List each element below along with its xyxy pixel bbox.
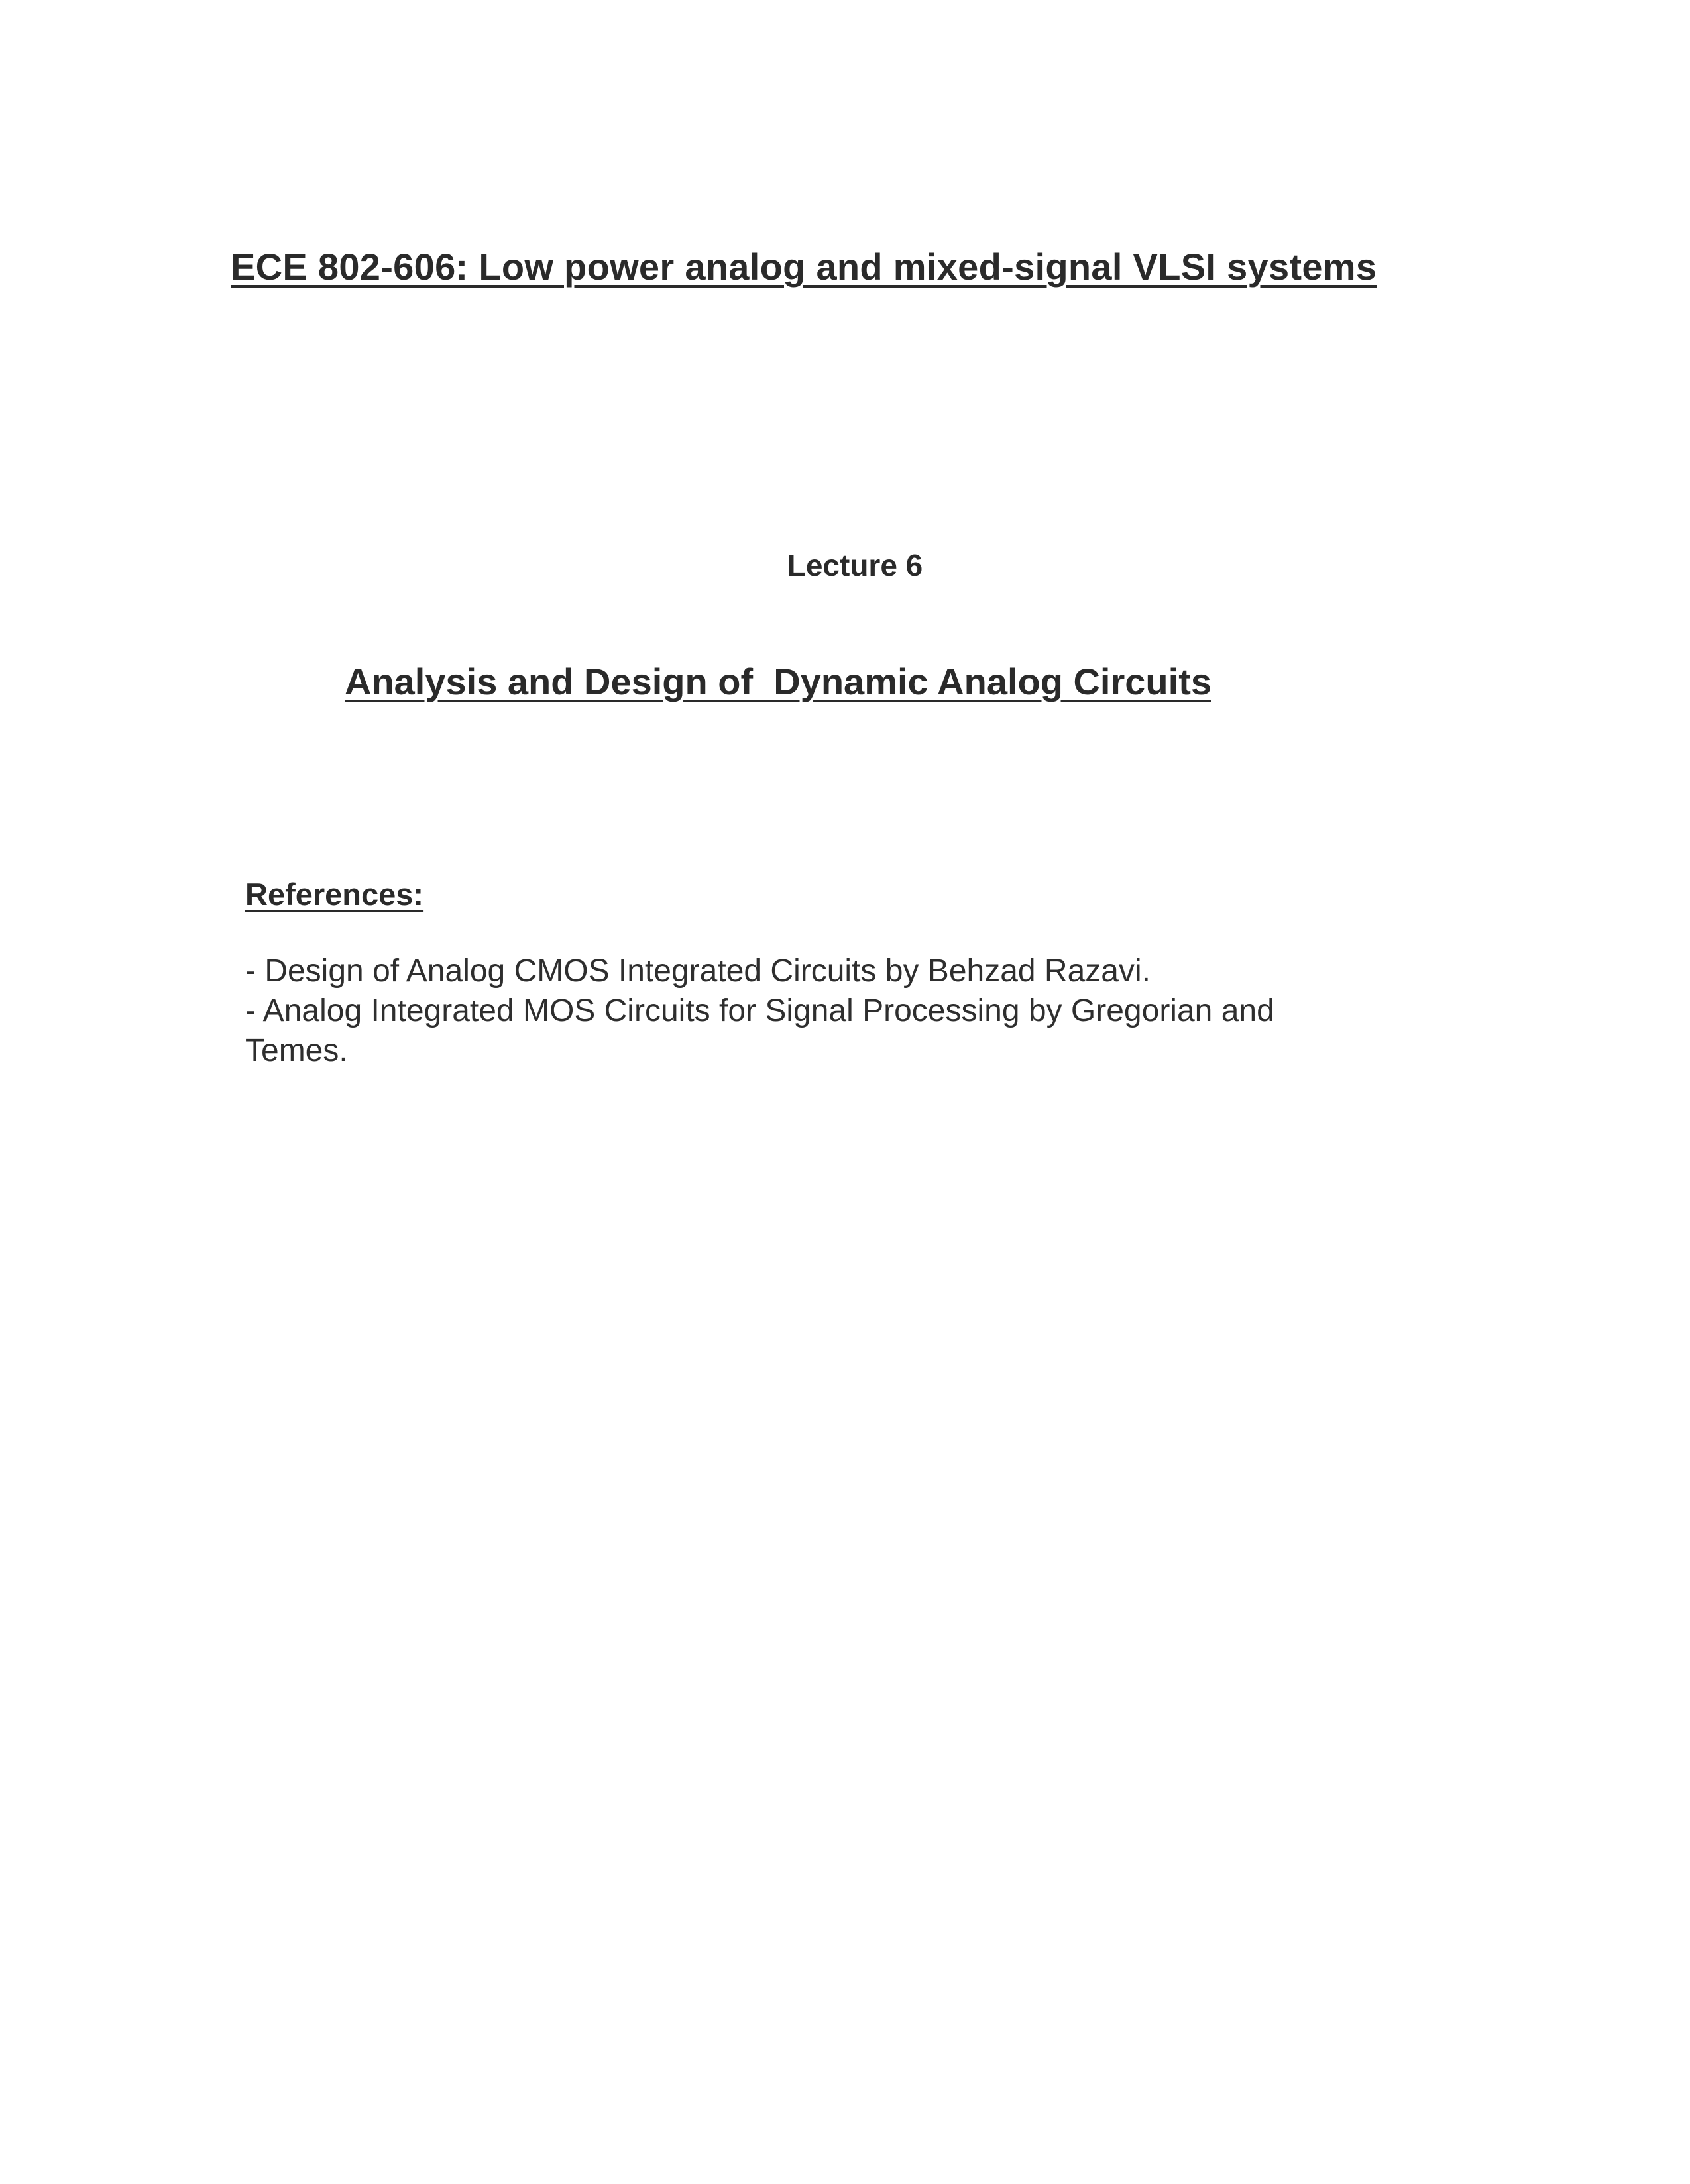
lecture-title: Analysis and Design of Dynamic Analog Circuits [345, 661, 1211, 702]
reference-item: - Analog Integrated MOS Circuits for Signal Processing by Gregorian and Temes. [245, 993, 1274, 1068]
reference-item: - Design of Analog CMOS Integrated Circuits by Behzad Razavi. [245, 954, 1151, 989]
course-title: ECE 802-606: Low power analog and mixed-signal VLSI systems [231, 246, 1377, 288]
lecture-number: Lecture 6 [787, 548, 923, 582]
references-list [245, 952, 1359, 1071]
references-heading: References: [245, 877, 424, 912]
